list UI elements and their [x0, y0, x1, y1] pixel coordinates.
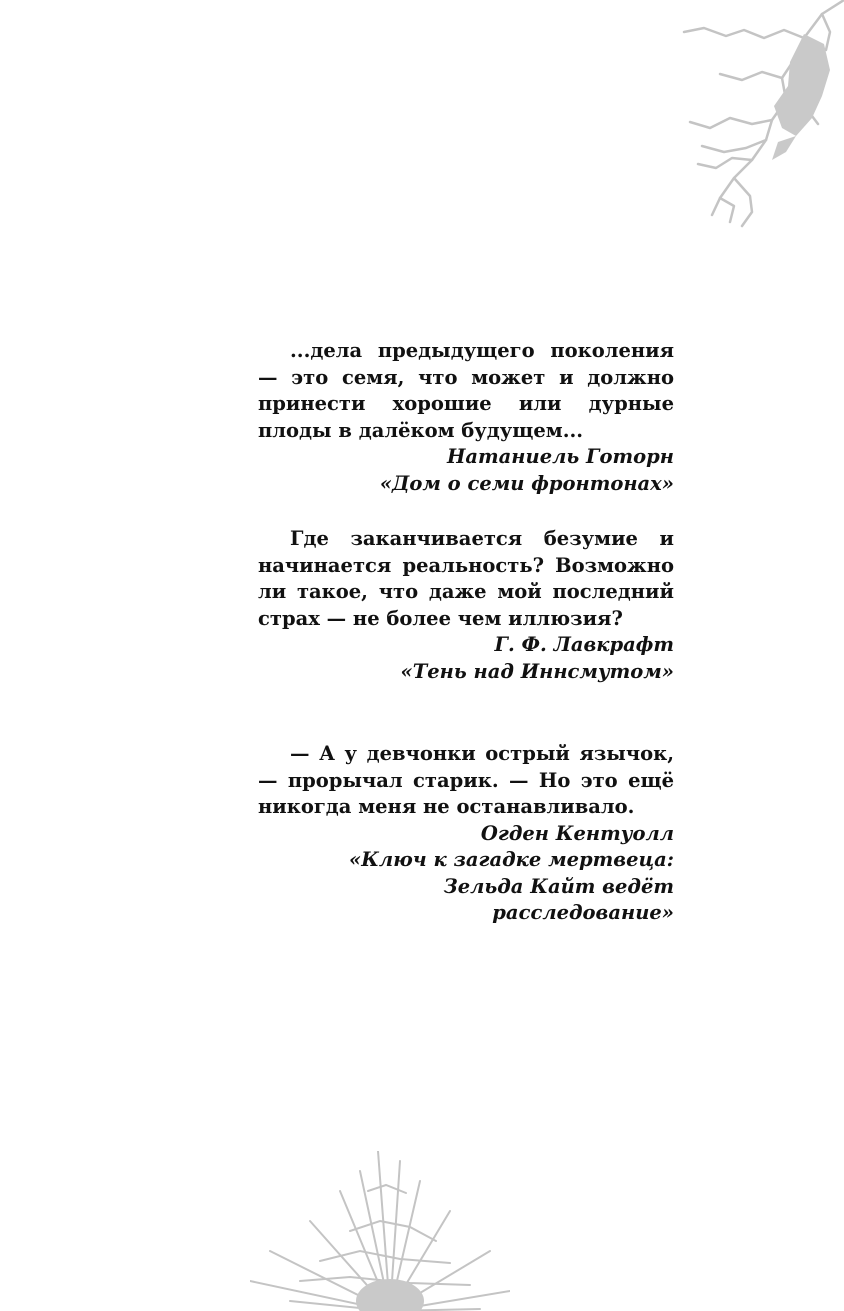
epigraph-hawthorne [258, 338, 674, 497]
epigraph-quote: Где заканчивается безумие и начинается реальность? Возможно ли такое, что даже мой последний страх — не более чем иллюзия? [258, 527, 674, 630]
shattered-glass-icon [250, 1151, 510, 1311]
epigraph-quote: — А у девчонки острый язычок, — прорычал старик. — Но это ещё никогда меня не останавливало. [258, 742, 674, 818]
epigraph-author: Г. Ф. Лавкрафт [494, 633, 674, 656]
epigraph-work-line1: «Ключ к загадке мертвеца: [349, 848, 674, 871]
epigraph-work-line2: Зельда Кайт ведёт расследование» [443, 874, 674, 924]
epigraph-author: Огден Кентуолл [480, 821, 674, 845]
epigraph-author: Натаниель Готорн [446, 445, 674, 468]
epigraph-work: «Дом о семи фронтонах» [379, 471, 674, 495]
epigraph-work: «Тень над Иннсмутом» [400, 659, 674, 683]
epigraph-lovecraft [258, 526, 674, 685]
epigraph-quote: ...дела предыдущего поколения — это семя, что может и должно принести хорошие или дурные плоды в далёком будущем... [258, 339, 674, 442]
cracked-glass-icon [654, 0, 844, 230]
epigraph-kentwall [258, 741, 674, 927]
